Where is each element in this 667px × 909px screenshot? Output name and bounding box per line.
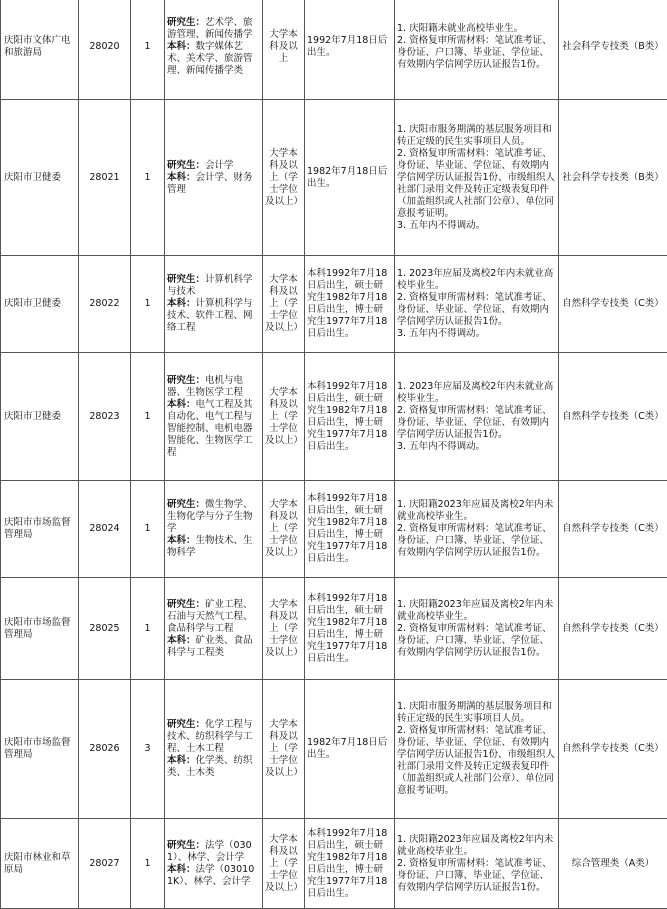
major-cell (165, 353, 263, 481)
major-label: 研究生： (167, 17, 205, 28)
unit-cell: 庆阳市林业和草原局 (1, 819, 79, 909)
birth-date-cell: 本科1992年7月18日后出生，硕士研究生1982年7月18日后出生，博士研究生1977年7月18日后出生。 (305, 819, 395, 909)
condition-line: 2. 资格复审所需材料：笔试准考证、身份证、户口簿、毕业证、学位证、有效期内学信网学历认证报告1份。 (397, 523, 556, 559)
exam-category-cell: 自然科学专技类（C类） (559, 256, 667, 353)
exam-category-cell: 自然科学专技类（C类） (559, 481, 667, 578)
major-label: 研究生： (167, 499, 205, 510)
major-cell (165, 0, 263, 100)
unit-cell: 庆阳市文体广电和旅游局 (1, 0, 79, 100)
education-cell: 大学本科及以上（学士学位及以上） (263, 680, 305, 819)
unit-cell: 庆阳市卫健委 (1, 256, 79, 353)
major-line (167, 17, 260, 41)
major-label: 本科： (167, 755, 196, 766)
exam-category-cell: 综合管理类（A类） (559, 819, 667, 909)
table-row (1, 680, 667, 819)
position-code-cell: 28026 (79, 680, 131, 819)
table-row (1, 100, 667, 256)
condition-line: 2. 资格复审所需材料：笔试准考证、身份证、毕业证、学位证、有效期内学信网学历认证报告1份、市级组织人社部门录用文件及转正定级表复印件（加盖组织或人社部门公章）、单位同意报考证明。 (397, 725, 556, 797)
conditions-cell (395, 0, 559, 100)
major-text: 计算机科学与技术、软件工程、网络工程 (167, 298, 253, 333)
condition-line: 1. 庆阳籍2023年应届及离校2年内未就业高校毕业生。 (397, 499, 556, 523)
condition-line: 2. 资格复审所需材料：笔试准考证、身份证、毕业证、学位证、有效期内学信网学历认证报告1份。 (397, 405, 556, 441)
major-text: 矿业类、食品科学与工程类 (167, 635, 253, 658)
major-label: 本科： (167, 298, 196, 309)
major-label: 本科： (167, 399, 196, 410)
headcount-cell: 3 (131, 680, 165, 819)
table-row (1, 481, 667, 578)
major-text: 艺术学、旅游管理、新闻传播学 (167, 17, 253, 40)
major-line (167, 41, 260, 77)
table-row (1, 0, 667, 100)
condition-line: 1. 庆阳籍2023年应届及离校2年内未就业高校毕业生。 (397, 834, 556, 858)
condition-line: 1. 庆阳市服务期满的基层服务项目和转正定级的民生实事项目人员。 (397, 124, 556, 148)
headcount-cell: 1 (131, 256, 165, 353)
major-line (167, 274, 260, 298)
birth-date-cell: 1982年7月18日后出生。 (305, 100, 395, 256)
headcount-cell: 1 (131, 353, 165, 481)
major-line (167, 755, 260, 779)
condition-line: 2. 资格复审所需材料：笔试准考证、身份证、户口簿、毕业证、学位证、有效期内学信网学历认证报告1份。 (397, 35, 556, 71)
birth-date-cell: 1982年7月18日后出生。 (305, 680, 395, 819)
major-cell (165, 256, 263, 353)
exam-category-cell: 自然科学专技类（C类） (559, 353, 667, 481)
condition-line: 3. 五年内不得调动。 (397, 441, 556, 453)
major-label: 本科： (167, 535, 196, 546)
condition-line: 1. 庆阳籍2023年应届及离校2年内未就业高校毕业生。 (397, 599, 556, 623)
unit-cell: 庆阳市市场监督管理局 (1, 680, 79, 819)
major-text: 会计学 (205, 160, 234, 171)
birth-date-cell: 本科1992年7月18日后出生，硕士研究生1982年7月18日后出生，博士研究生1977年7月18日后出生。 (305, 481, 395, 578)
birth-date-cell: 本科1992年7月18日后出生，硕士研究生1982年7月18日后出生，博士研究生1977年7月18日后出生。 (305, 353, 395, 481)
major-label: 本科： (167, 864, 196, 875)
headcount-cell: 1 (131, 578, 165, 680)
education-cell: 大学本科及以上（学士学位及以上） (263, 256, 305, 353)
major-line (167, 864, 260, 888)
education-cell: 大学本科及以上（学士学位及以上） (263, 100, 305, 256)
position-code-cell: 28020 (79, 0, 131, 100)
condition-line: 1. 2023年应届及离校2年内未就业高校毕业生。 (397, 268, 556, 292)
headcount-cell: 1 (131, 819, 165, 909)
major-label: 本科： (167, 635, 196, 646)
major-line (167, 399, 260, 459)
major-label: 研究生： (167, 599, 205, 610)
major-line (167, 535, 260, 559)
table-row (1, 256, 667, 353)
major-line (167, 499, 260, 535)
major-label: 研究生： (167, 375, 205, 386)
position-code-cell: 28025 (79, 578, 131, 680)
major-line (167, 375, 260, 399)
exam-category-cell: 社会科学专技类（B类） (559, 0, 667, 100)
major-cell (165, 819, 263, 909)
education-cell: 大学本科及以上 (263, 0, 305, 100)
conditions-cell (395, 680, 559, 819)
major-cell (165, 680, 263, 819)
headcount-cell: 1 (131, 481, 165, 578)
condition-line: 1. 2023年应届及离校2年内未就业高校毕业生。 (397, 381, 556, 405)
major-text: 数字媒体艺术、美术学、旅游管理、新闻传播学类 (167, 41, 253, 76)
major-line (167, 635, 260, 659)
table-row (1, 578, 667, 680)
table-row (1, 353, 667, 481)
condition-line: 3. 五年内不得调动。 (397, 220, 556, 232)
unit-cell: 庆阳市市场监督管理局 (1, 578, 79, 680)
condition-line: 2. 资格复审所需材料：笔试准考证、身份证、毕业证、学位证、有效期内学信网学历认证报告1份。 (397, 292, 556, 328)
headcount-cell: 1 (131, 100, 165, 256)
major-text: 电气工程及其自动化、电气工程与智能控制、电机电器智能化、生物医学工程 (167, 399, 253, 458)
condition-line: 2. 资格复审所需材料：笔试准考证、身份证、户口簿、毕业证、学位证、有效期内学信网学历认证报告1份。 (397, 858, 556, 894)
education-cell: 大学本科及以上（学士学位及以上） (263, 353, 305, 481)
unit-cell: 庆阳市卫健委 (1, 100, 79, 256)
conditions-cell (395, 100, 559, 256)
condition-line: 1. 庆阳籍未就业高校毕业生。 (397, 23, 556, 35)
birth-date-cell: 本科1992年7月18日后出生，硕士研究生1982年7月18日后出生，博士研究生1977年7月18日后出生。 (305, 256, 395, 353)
major-text: 矿业工程、石油与天然气工程、食品科学与工程 (167, 599, 253, 634)
conditions-cell (395, 481, 559, 578)
major-line (167, 840, 260, 864)
major-text: 会计学、财务管理 (167, 172, 253, 195)
major-text: 法学（0301）、林学、会计学 (167, 840, 252, 863)
major-label: 本科： (167, 172, 196, 183)
table-row (1, 819, 667, 909)
major-label: 研究生： (167, 840, 205, 851)
position-code-cell: 28027 (79, 819, 131, 909)
major-line (167, 160, 260, 172)
major-text: 法学（030101K）、林学、会计学 (167, 864, 254, 887)
major-text: 电机与电器、生物医学工程 (167, 375, 243, 398)
conditions-cell (395, 819, 559, 909)
condition-line: 2. 资格复审所需材料：笔试准考证、身份证、毕业证、学位证、有效期内学信网学历认证报告1份、市级组织人社部门录用文件及转正定级表复印件（加盖组织或人社部门公章）、单位同意报考证明。 (397, 148, 556, 220)
birth-date-cell: 1992年7月18日后出生。 (305, 0, 395, 100)
major-text: 化学类、纺织类、土木类 (167, 755, 253, 778)
major-label: 研究生： (167, 160, 205, 171)
unit-cell: 庆阳市卫健委 (1, 353, 79, 481)
major-line (167, 599, 260, 635)
position-code-cell: 28022 (79, 256, 131, 353)
exam-category-cell: 社会科学专技类（B类） (559, 100, 667, 256)
major-text: 计算机科学与技术 (167, 274, 253, 297)
major-text: 微生物学、生物化学与分子生物学 (167, 499, 253, 534)
conditions-cell (395, 256, 559, 353)
unit-cell: 庆阳市市场监督管理局 (1, 481, 79, 578)
major-label: 研究生： (167, 274, 205, 285)
major-line (167, 719, 260, 755)
major-text: 生物技术、生物科学 (167, 535, 253, 558)
position-code-cell: 28021 (79, 100, 131, 256)
major-label: 本科： (167, 41, 196, 52)
exam-category-cell: 自然科学专技类（C类） (559, 578, 667, 680)
headcount-cell: 1 (131, 0, 165, 100)
major-text: 化学工程与技术、纺织科学与工程、土木工程 (167, 719, 253, 754)
major-line (167, 172, 260, 196)
major-line (167, 298, 260, 334)
position-code-cell: 28023 (79, 353, 131, 481)
condition-line: 3. 五年内不得调动。 (397, 328, 556, 340)
conditions-cell (395, 578, 559, 680)
education-cell: 大学本科及以上（学士学位及以上） (263, 819, 305, 909)
conditions-cell (395, 353, 559, 481)
major-cell (165, 100, 263, 256)
birth-date-cell: 本科1992年7月18日后出生，硕士研究生1982年7月18日后出生，博士研究生1977年7月18日后出生。 (305, 578, 395, 680)
condition-line: 2. 资格复审所需材料：笔试准考证、身份证、户口簿、毕业证、学位证、有效期内学信网学历认证报告1份。 (397, 623, 556, 659)
position-code-cell: 28024 (79, 481, 131, 578)
major-label: 研究生： (167, 719, 205, 730)
major-cell (165, 578, 263, 680)
major-cell (165, 481, 263, 578)
condition-line: 1. 庆阳市服务期满的基层服务项目和转正定级的民生实事项目人员。 (397, 701, 556, 725)
education-cell: 大学本科及以上（学士学位及以上） (263, 481, 305, 578)
education-cell: 大学本科及以上（学士学位及以上） (263, 578, 305, 680)
exam-category-cell: 自然科学专技类（C类） (559, 680, 667, 819)
